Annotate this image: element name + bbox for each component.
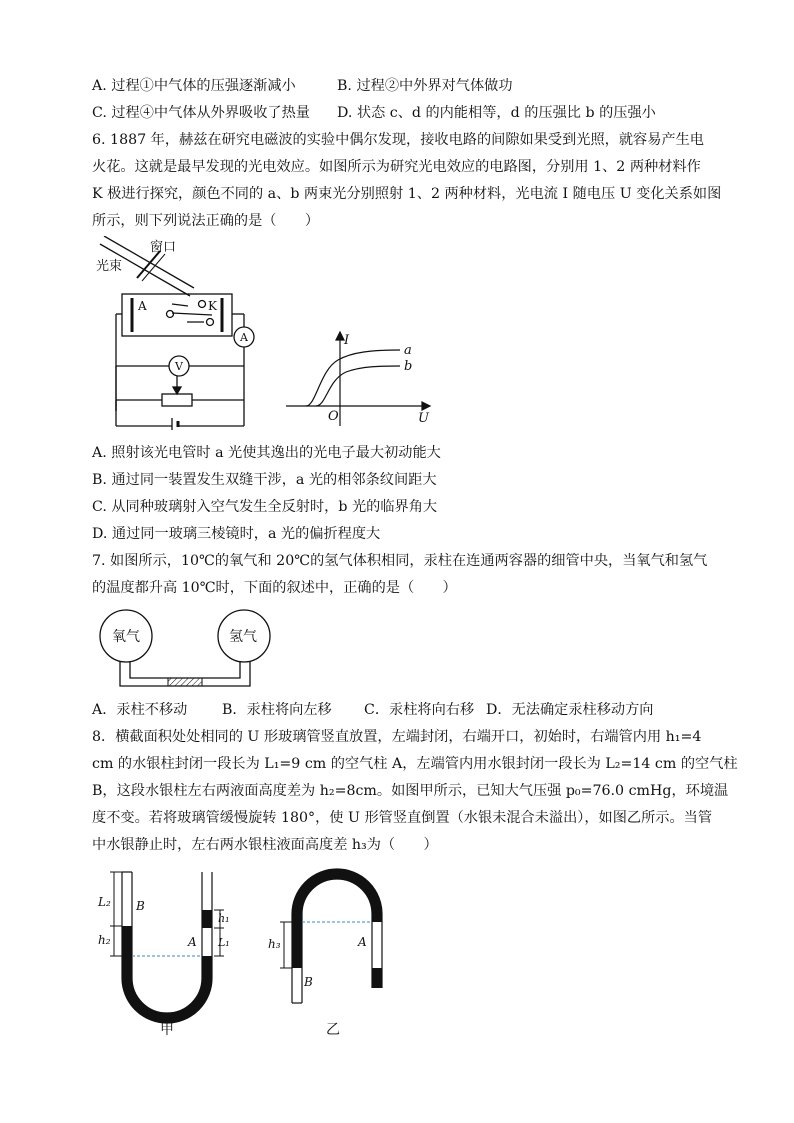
q7-stem-line-2: 的温度都升高 10℃时，下面的叙述中，正确的是（ ） — [92, 580, 457, 596]
mercury-column — [168, 678, 202, 686]
electron-icon — [207, 319, 214, 326]
q6-option-d: D. 通过同一玻璃三棱镜时，a 光的偏折程度大 — [92, 526, 381, 542]
i-axis-label: I — [344, 333, 350, 348]
h2-label: h₂ — [98, 933, 111, 947]
q5-option-b: B. 过程②中外界对气体做功 — [337, 78, 513, 94]
mercury-arch — [292, 869, 382, 968]
plate-k-label: K — [208, 299, 217, 313]
origin-label: O — [328, 409, 339, 424]
q5-options-row-2 — [92, 103, 656, 123]
curve-b — [316, 366, 400, 406]
ammeter-label: A — [240, 331, 248, 344]
plate-a-label: A — [138, 299, 147, 313]
q6-option-c: C. 从同种玻璃射入空气发生全反射时，b 光的临界角大 — [92, 499, 438, 515]
beam-label: 光束 — [96, 259, 123, 274]
rheostat-icon — [162, 394, 192, 406]
h3-label: h₃ — [268, 937, 281, 951]
q8-stem-line-5: 中水银静止时，左右两水银柱液面高度差 h₃为（ ） — [92, 837, 438, 853]
voltmeter-label: V — [175, 360, 183, 373]
caption-yi: 乙 — [326, 1022, 340, 1038]
mercury-bottom — [122, 926, 212, 1023]
q5-option-c: C. 过程④中气体从外界吸收了热量 — [92, 105, 310, 121]
q8-stem-line-2: cm 的水银柱封闭一段长为 L₁=9 cm 的空气柱 A，左端管内用水银封闭一段长为 L₂=14 cm 的空气柱 — [92, 756, 738, 772]
gas-containers-figure — [96, 606, 286, 692]
caption-jia: 甲 — [160, 1022, 174, 1038]
curve-a-label: a — [404, 343, 412, 358]
q7-option-b: B．汞柱将向左移 — [222, 702, 332, 718]
b-label: B — [136, 899, 145, 913]
q8-stem-line-1: 8．横截面积处处相同的 U 形玻璃管竖直放置，左端封闭，右端开口，初始时，右端管内用 h₁=4 — [92, 729, 702, 745]
q7-options-row — [92, 700, 653, 720]
q7-option-c: C．汞柱将向右移 — [364, 702, 475, 718]
hydrogen-label: 氢气 — [229, 629, 257, 645]
l1-label: L₁ — [218, 936, 230, 949]
u-tube-figure-jia — [92, 868, 232, 1038]
mercury-right-plug — [372, 968, 382, 988]
q6-option-b: B. 通过同一装置发生双缝干涉，a 光的相邻条纹间距大 — [92, 472, 437, 488]
window-label: 窗口 — [150, 240, 177, 255]
photoelectric-circuit-figure — [92, 236, 262, 431]
b-label-yi: B — [304, 975, 313, 989]
q7-stem-line-1: 7. 如图所示，10℃的氧气和 20℃的氢气体积相同，汞柱在连通两容器的细管中央，当氧气和氢气 — [92, 553, 708, 569]
oxygen-label: 氧气 — [112, 629, 140, 645]
q8-stem-line-3: B，这段水银柱左右两液面高度差为 h₂=8cm。如图甲所示，已知大气压强 p₀=76.0 cmHg，环境温 — [92, 783, 729, 799]
l2-label: L₂ — [98, 895, 111, 909]
current-voltage-graph — [282, 330, 432, 430]
q6-option-a: A. 照射该光电管时 a 光使其逸出的光电子最大初动能大 — [92, 445, 441, 461]
q6-stem-line-2: 火花。这就是最早发现的光电效应。如图所示为研究光电效应的电路图，分别用 1、2 两种材料作 — [92, 159, 701, 175]
q6-stem-line-1: 6. 1887 年，赫兹在研究电磁波的实验中偶尔发现，接收电路的间隙如果受到光照，就容易产生电 — [92, 132, 704, 148]
q7-option-a: A．汞柱不移动 — [92, 702, 188, 718]
a-label-yi: A — [358, 935, 367, 949]
electron-icon — [167, 311, 174, 318]
curve-a — [306, 350, 400, 406]
u-tube-figure-yi — [262, 868, 392, 1038]
q7-option-d: D．无法确定汞柱移动方向 — [486, 702, 654, 718]
h1-label: h₁ — [218, 912, 230, 925]
electron-icon — [199, 301, 206, 308]
a-label: A — [188, 935, 197, 949]
q6-stem-line-3: K 极进行探究，颜色不同的 a、b 两束光分别照射 1、2 两种材料，光电流 I 随电压 U 变化关系如图 — [92, 186, 722, 202]
u-axis-label: U — [418, 411, 429, 426]
q5-option-d: D. 状态 c、d 的内能相等，d 的压强比 b 的压强小 — [337, 105, 656, 121]
curve-b-label: b — [404, 359, 413, 374]
q8-stem-line-4: 度不变。若将玻璃管缓慢旋转 180°，使 U 形管竖直倒置（水银未混合未溢出），如图乙所示。当管 — [92, 810, 713, 826]
mercury-h1 — [202, 910, 212, 928]
q5-option-a: A. 过程①中气体的压强逐渐减小 — [92, 78, 296, 94]
q5-options-row-1 — [92, 76, 513, 96]
q6-stem-line-4: 所示，则下列说法正确的是（ ） — [92, 213, 320, 229]
